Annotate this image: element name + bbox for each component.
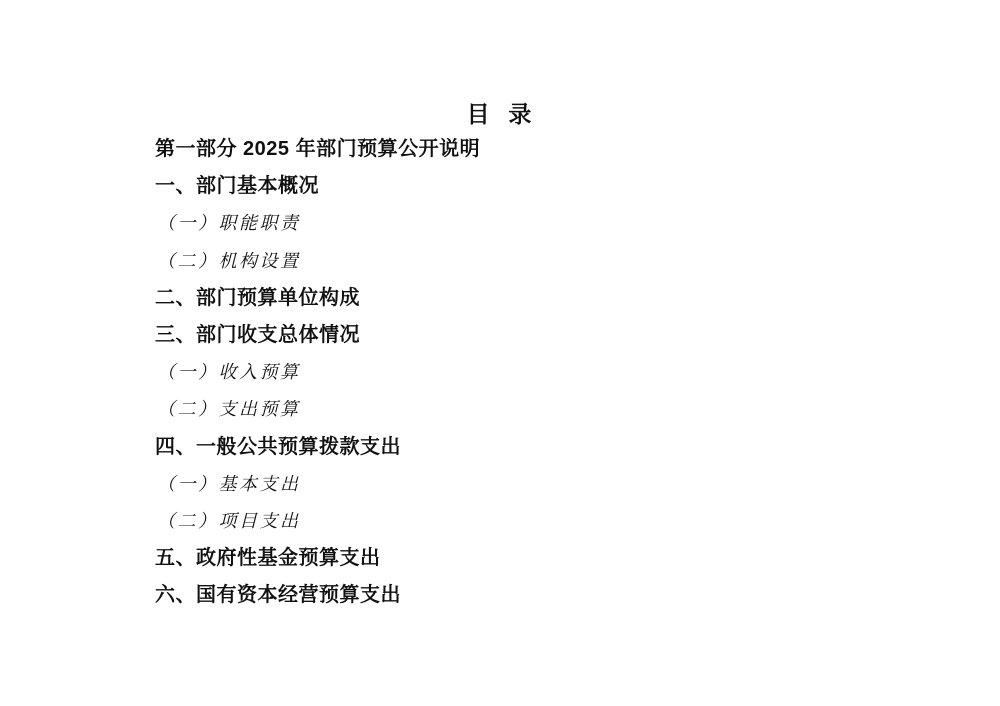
toc-item-part1: 第一部分 2025 年部门预算公开说明 <box>155 138 481 160</box>
toc-content <box>155 98 845 614</box>
toc-title: 目 录 <box>466 101 534 127</box>
toc-item-subsection: （二）项目支出 <box>157 510 301 531</box>
toc-item-subsection: （一）职能职责 <box>157 213 301 234</box>
toc-item-section-6: 六、国有资本经营预算支出 <box>155 584 401 607</box>
toc-item-subsection: （二）机构设置 <box>157 250 301 271</box>
toc-list <box>155 131 845 614</box>
toc-item-section-3: 三、部门收支总体情况 <box>155 323 360 346</box>
toc-item-section-2: 二、部门预算单位构成 <box>155 286 360 309</box>
toc-item-section-1: 一、部门基本概况 <box>155 175 319 198</box>
toc-item-subsection: （一）收入预算 <box>157 362 301 383</box>
toc-item-subsection: （一）基本支出 <box>157 473 301 494</box>
toc-item-subsection: （二）支出预算 <box>157 399 301 420</box>
toc-item-section-4: 四、一般公共预算拨款支出 <box>155 435 401 458</box>
toc-item-section-5: 五、政府性基金预算支出 <box>155 547 381 570</box>
